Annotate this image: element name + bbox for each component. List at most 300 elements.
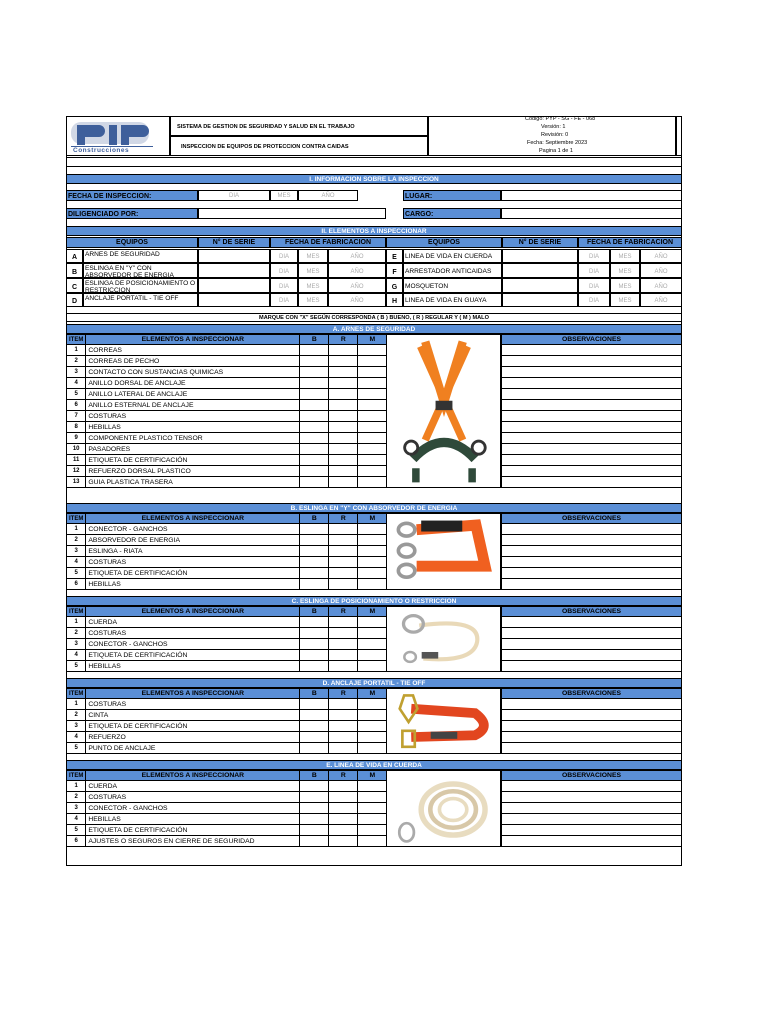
fab-day[interactable]: DIA	[270, 278, 298, 293]
serie-header-left: N° DE SERIE	[198, 237, 270, 248]
table-row	[502, 792, 682, 803]
check-m[interactable]	[358, 535, 387, 546]
observation-field[interactable]	[502, 400, 682, 411]
check-r[interactable]	[329, 433, 358, 444]
positioning-lanyard-image	[386, 606, 501, 672]
check-b[interactable]	[300, 814, 329, 825]
item-name: GUIA PLASTICA TRASERA	[86, 477, 300, 488]
check-m[interactable]	[358, 444, 387, 455]
observation-field[interactable]	[502, 356, 682, 367]
observation-field[interactable]	[502, 579, 682, 590]
equip-name: MOSQUETON	[403, 278, 502, 293]
check-m[interactable]	[358, 639, 387, 650]
check-b[interactable]	[300, 781, 329, 792]
place-field[interactable]	[501, 190, 682, 201]
check-r[interactable]	[329, 781, 358, 792]
table-row	[502, 466, 682, 477]
table-row	[502, 546, 682, 557]
equip-letter: H	[386, 293, 403, 307]
rope-lifeline-image	[386, 770, 501, 847]
fab-year[interactable]: AÑO	[640, 278, 682, 293]
check-b[interactable]	[300, 721, 329, 732]
check-m[interactable]	[358, 650, 387, 661]
equip-letter: B	[66, 263, 83, 278]
item-name: CORREAS DE PECHO	[86, 356, 300, 367]
check-r[interactable]	[329, 579, 358, 590]
check-r[interactable]	[329, 535, 358, 546]
item-name: HEBILLAS	[86, 661, 300, 672]
equip-name: ARNES DE SEGURIDAD	[83, 249, 198, 263]
observation-field[interactable]	[502, 367, 682, 378]
table-row	[502, 411, 682, 422]
fab-day[interactable]: DIA	[578, 263, 610, 278]
elements-header: ELEMENTOS A INSPECCIONAR	[86, 607, 300, 617]
observations-table	[501, 770, 682, 847]
check-r[interactable]	[329, 699, 358, 710]
table-row	[67, 579, 387, 590]
check-b[interactable]	[300, 378, 329, 389]
check-r[interactable]	[329, 814, 358, 825]
check-b[interactable]	[300, 650, 329, 661]
table-row	[502, 639, 682, 650]
check-b[interactable]	[300, 535, 329, 546]
observation-field[interactable]	[502, 535, 682, 546]
check-m[interactable]	[358, 433, 387, 444]
check-b[interactable]	[300, 546, 329, 557]
check-b[interactable]	[300, 803, 329, 814]
check-b[interactable]	[300, 710, 329, 721]
fecha-header-left: FECHA DE FABRICACION	[270, 237, 386, 248]
table-row	[67, 732, 387, 743]
observations-table	[501, 334, 682, 488]
positioning-lanyard-icon	[389, 609, 499, 676]
check-r[interactable]	[329, 466, 358, 477]
check-m[interactable]	[358, 367, 387, 378]
item-name: PASADORES	[86, 444, 300, 455]
check-m[interactable]	[358, 579, 387, 590]
equip-letter: C	[66, 278, 83, 293]
filled-by-field[interactable]	[198, 208, 386, 219]
fab-day[interactable]: DIA	[578, 293, 610, 307]
observation-field[interactable]	[502, 781, 682, 792]
item-name: ANILLO ESTERNAL DE ANCLAJE	[86, 400, 300, 411]
check-m[interactable]	[358, 411, 387, 422]
check-m[interactable]	[358, 710, 387, 721]
check-r[interactable]	[329, 710, 358, 721]
check-r[interactable]	[329, 356, 358, 367]
fab-month[interactable]: MES	[298, 293, 328, 307]
check-r[interactable]	[329, 792, 358, 803]
check-m[interactable]	[358, 422, 387, 433]
observation-field[interactable]	[502, 721, 682, 732]
check-b[interactable]	[300, 792, 329, 803]
fab-year[interactable]: AÑO	[640, 293, 682, 307]
table-row	[502, 378, 682, 389]
check-m[interactable]	[358, 792, 387, 803]
check-m[interactable]	[358, 732, 387, 743]
check-b[interactable]	[300, 477, 329, 488]
check-r[interactable]	[329, 345, 358, 356]
doc-code: Codigo: PYP - SG - FE - 068	[525, 116, 596, 122]
table-row	[67, 639, 387, 650]
observation-field[interactable]	[502, 389, 682, 400]
check-b[interactable]	[300, 433, 329, 444]
serie-field[interactable]	[198, 278, 270, 293]
check-b[interactable]	[300, 568, 329, 579]
table-row	[502, 422, 682, 433]
company-name: Construcciones	[73, 147, 130, 154]
item-name: REFUERZO	[86, 732, 300, 743]
check-m[interactable]	[358, 617, 387, 628]
fab-month[interactable]: MES	[298, 278, 328, 293]
check-r[interactable]	[329, 557, 358, 568]
observation-field[interactable]	[502, 814, 682, 825]
check-m[interactable]	[358, 661, 387, 672]
check-r[interactable]	[329, 617, 358, 628]
observations-table	[501, 513, 682, 590]
check-m[interactable]	[358, 546, 387, 557]
serie-field[interactable]	[198, 249, 270, 263]
check-m[interactable]	[358, 803, 387, 814]
observation-field[interactable]	[502, 661, 682, 672]
fab-day[interactable]: DIA	[578, 249, 610, 263]
observation-field[interactable]	[502, 825, 682, 836]
observation-field[interactable]	[502, 650, 682, 661]
table-row	[67, 792, 387, 803]
observation-field[interactable]	[502, 617, 682, 628]
item-number: 1	[67, 345, 86, 356]
check-m[interactable]	[358, 400, 387, 411]
table-header-row	[67, 607, 387, 617]
check-r[interactable]	[329, 378, 358, 389]
observation-field[interactable]	[502, 699, 682, 710]
table-header-row	[67, 514, 387, 524]
serie-field[interactable]	[198, 263, 270, 278]
item-name: COSTURAS	[86, 699, 300, 710]
check-b[interactable]	[300, 639, 329, 650]
fab-day[interactable]: DIA	[270, 263, 298, 278]
inspection-table	[66, 770, 387, 847]
check-b[interactable]	[300, 825, 329, 836]
observation-field[interactable]	[502, 345, 682, 356]
fab-year[interactable]: AÑO	[640, 263, 682, 278]
equip-name: LINEA DE VIDA EN GUAYA	[403, 293, 502, 307]
table-row	[502, 743, 682, 754]
check-m[interactable]	[358, 568, 387, 579]
fab-month[interactable]: MES	[298, 263, 328, 278]
serie-field[interactable]	[502, 278, 578, 293]
check-b[interactable]	[300, 367, 329, 378]
check-b[interactable]	[300, 422, 329, 433]
item-header: ITEM	[67, 335, 86, 345]
table-row	[502, 568, 682, 579]
item-number: 10	[67, 444, 86, 455]
role-field[interactable]	[501, 208, 682, 219]
r-header: R	[329, 689, 358, 699]
observation-field[interactable]	[502, 433, 682, 444]
observation-field[interactable]	[502, 444, 682, 455]
elements-header: ELEMENTOS A INSPECCIONAR	[86, 335, 300, 345]
item-number: 1	[67, 617, 86, 628]
check-r[interactable]	[329, 743, 358, 754]
check-b[interactable]	[300, 389, 329, 400]
rope-lifeline-icon	[389, 773, 499, 851]
equip-name: ESLINGA DE POSICIONAMIENTO O RESTRICCION	[83, 278, 198, 293]
item-number: 4	[67, 557, 86, 568]
table-row	[67, 477, 387, 488]
observation-field[interactable]	[502, 710, 682, 721]
item-name: ETIQUETA DE CERTIFICACIÓN	[86, 455, 300, 466]
check-b[interactable]	[300, 661, 329, 672]
system-title: SISTEMA DE GESTION DE SEGURIDAD Y SALUD EN EL TRABAJO	[170, 116, 428, 136]
fab-year[interactable]: AÑO	[328, 263, 386, 278]
table-row	[67, 710, 387, 721]
check-m[interactable]	[358, 477, 387, 488]
form-title: INSPECCION DE EQUIPOS DE PROTECCION CONTRA CAIDAS	[170, 136, 428, 156]
fab-month[interactable]: MES	[610, 263, 640, 278]
table-row	[67, 721, 387, 732]
observation-field[interactable]	[502, 411, 682, 422]
observation-field[interactable]	[502, 732, 682, 743]
check-m[interactable]	[358, 814, 387, 825]
observation-field[interactable]	[502, 557, 682, 568]
fab-month[interactable]: MES	[610, 249, 640, 263]
observation-field[interactable]	[502, 378, 682, 389]
table-row	[502, 721, 682, 732]
fab-year[interactable]: AÑO	[328, 293, 386, 307]
equip-letter: E	[386, 249, 403, 263]
fab-month[interactable]: MES	[298, 249, 328, 263]
check-r[interactable]	[329, 732, 358, 743]
item-name: COSTURAS	[86, 557, 300, 568]
check-r[interactable]	[329, 661, 358, 672]
check-r[interactable]	[329, 444, 358, 455]
check-m[interactable]	[358, 628, 387, 639]
elements-header: ELEMENTOS A INSPECCIONAR	[86, 689, 300, 699]
equipos-header-right: EQUIPOS	[386, 237, 502, 248]
table-row	[67, 743, 387, 754]
fab-day[interactable]: DIA	[578, 278, 610, 293]
item-name: CORREAS	[86, 345, 300, 356]
check-m[interactable]	[358, 836, 387, 847]
check-r[interactable]	[329, 455, 358, 466]
item-number: 13	[67, 477, 86, 488]
observation-field[interactable]	[502, 524, 682, 535]
inspection-table	[66, 513, 387, 590]
doc-meta-box	[428, 116, 676, 156]
date-month-field[interactable]: MES	[270, 190, 298, 201]
check-b[interactable]	[300, 400, 329, 411]
table-row	[67, 433, 387, 444]
table-row	[502, 836, 682, 847]
equip-name: ANCLAJE PORTATIL - TIE OFF	[83, 293, 198, 307]
check-m[interactable]	[358, 825, 387, 836]
item-number: 4	[67, 732, 86, 743]
table-row	[502, 444, 682, 455]
check-r[interactable]	[329, 836, 358, 847]
item-header: ITEM	[67, 514, 86, 524]
item-number: 2	[67, 535, 86, 546]
doc-version: Versión: 1	[541, 124, 566, 130]
table-row	[502, 356, 682, 367]
check-r[interactable]	[329, 568, 358, 579]
observation-field[interactable]	[502, 546, 682, 557]
equip-letter: D	[66, 293, 83, 307]
table-row	[67, 367, 387, 378]
check-b[interactable]	[300, 455, 329, 466]
check-r[interactable]	[329, 422, 358, 433]
item-number: 5	[67, 825, 86, 836]
table-row	[67, 661, 387, 672]
check-r[interactable]	[329, 803, 358, 814]
marking-instructions: MARQUE CON "X" SEGÚN CORRESPONDA ( B ) BUENO, ( R ) REGULAR Y ( M ) MALO	[66, 313, 682, 322]
item-number: 1	[67, 781, 86, 792]
table-row	[67, 568, 387, 579]
observation-field[interactable]	[502, 792, 682, 803]
check-r[interactable]	[329, 639, 358, 650]
check-m[interactable]	[358, 378, 387, 389]
fab-month[interactable]: MES	[610, 278, 640, 293]
check-m[interactable]	[358, 781, 387, 792]
item-name: CUERDA	[86, 781, 300, 792]
check-b[interactable]	[300, 617, 329, 628]
check-m[interactable]	[358, 743, 387, 754]
check-m[interactable]	[358, 356, 387, 367]
check-m[interactable]	[358, 455, 387, 466]
item-name: ETIQUETA DE CERTIFICACIÓN	[86, 568, 300, 579]
fab-year[interactable]: AÑO	[640, 249, 682, 263]
check-m[interactable]	[358, 345, 387, 356]
check-m[interactable]	[358, 721, 387, 732]
check-b[interactable]	[300, 411, 329, 422]
check-m[interactable]	[358, 466, 387, 477]
r-header: R	[329, 514, 358, 524]
serie-field[interactable]	[502, 293, 578, 307]
observation-field[interactable]	[502, 422, 682, 433]
item-header: ITEM	[67, 689, 86, 699]
group-title: C. ESLINGA DE POSICIONAMIENTO O RESTRICCION	[66, 596, 682, 606]
table-row	[502, 825, 682, 836]
date-day-field[interactable]: DIA	[198, 190, 270, 201]
check-b[interactable]	[300, 524, 329, 535]
table-row	[502, 557, 682, 568]
check-m[interactable]	[358, 699, 387, 710]
table-row	[67, 400, 387, 411]
item-number: 11	[67, 455, 86, 466]
fab-year[interactable]: AÑO	[328, 249, 386, 263]
check-b[interactable]	[300, 743, 329, 754]
serie-field[interactable]	[502, 263, 578, 278]
table-row	[67, 444, 387, 455]
item-name: ETIQUETA DE CERTIFICACIÓN	[86, 721, 300, 732]
fab-year[interactable]: AÑO	[328, 278, 386, 293]
serie-field[interactable]	[198, 293, 270, 307]
check-b[interactable]	[300, 345, 329, 356]
check-r[interactable]	[329, 721, 358, 732]
item-name: ABSORVEDOR DE ENERGIA	[86, 535, 300, 546]
doc-page: Pagina 1 de 1	[539, 148, 573, 154]
check-r[interactable]	[329, 628, 358, 639]
fecha-header-right: FECHA DE FABRICACION	[578, 237, 682, 248]
date-year-field[interactable]: AÑO	[298, 190, 358, 201]
table-row	[502, 732, 682, 743]
check-r[interactable]	[329, 650, 358, 661]
table-row	[67, 411, 387, 422]
observation-field[interactable]	[502, 803, 682, 814]
table-row	[502, 455, 682, 466]
item-name: ANILLO DORSAL DE ANCLAJE	[86, 378, 300, 389]
check-m[interactable]	[358, 557, 387, 568]
observation-field[interactable]	[502, 466, 682, 477]
table-row	[502, 650, 682, 661]
check-r[interactable]	[329, 546, 358, 557]
table-row	[67, 617, 387, 628]
observations-header: OBSERVACIONES	[502, 607, 682, 617]
check-r[interactable]	[329, 389, 358, 400]
item-number: 5	[67, 743, 86, 754]
logo-cell	[66, 116, 170, 156]
doc-revision: Revisión: 0	[541, 132, 569, 138]
check-r[interactable]	[329, 367, 358, 378]
observation-field[interactable]	[502, 455, 682, 466]
check-r[interactable]	[329, 411, 358, 422]
table-row	[67, 535, 387, 546]
item-name: PUNTO DE ANCLAJE	[86, 743, 300, 754]
check-b[interactable]	[300, 836, 329, 847]
check-r[interactable]	[329, 825, 358, 836]
item-name: CONECTOR - GANCHOS	[86, 524, 300, 535]
item-number: 12	[67, 466, 86, 477]
check-b[interactable]	[300, 356, 329, 367]
check-b[interactable]	[300, 444, 329, 455]
table-row	[502, 661, 682, 672]
item-name: ETIQUETA DE CERTIFICACIÓN	[86, 650, 300, 661]
table-row	[502, 345, 682, 356]
check-b[interactable]	[300, 699, 329, 710]
section-elements-title: II. ELEMENTOS A INSPECCIONAR	[66, 226, 682, 236]
table-header-row	[67, 689, 387, 699]
check-m[interactable]	[358, 389, 387, 400]
observation-field[interactable]	[502, 477, 682, 488]
fab-day[interactable]: DIA	[270, 293, 298, 307]
spacer-row	[66, 157, 682, 167]
check-r[interactable]	[329, 524, 358, 535]
observation-field[interactable]	[502, 639, 682, 650]
fab-day[interactable]: DIA	[270, 249, 298, 263]
table-row	[67, 455, 387, 466]
check-r[interactable]	[329, 477, 358, 488]
check-b[interactable]	[300, 557, 329, 568]
serie-field[interactable]	[502, 249, 578, 263]
check-b[interactable]	[300, 628, 329, 639]
table-row	[67, 699, 387, 710]
check-b[interactable]	[300, 466, 329, 477]
doc-date: Fecha: Septiembre 2023	[527, 140, 588, 146]
check-r[interactable]	[329, 400, 358, 411]
item-number: 2	[67, 710, 86, 721]
table-row	[67, 825, 387, 836]
observation-field[interactable]	[502, 836, 682, 847]
observation-field[interactable]	[502, 628, 682, 639]
check-b[interactable]	[300, 732, 329, 743]
fab-month[interactable]: MES	[610, 293, 640, 307]
check-m[interactable]	[358, 524, 387, 535]
check-b[interactable]	[300, 579, 329, 590]
observation-field[interactable]	[502, 743, 682, 754]
m-header: M	[358, 607, 387, 617]
item-number: 3	[67, 803, 86, 814]
observation-field[interactable]	[502, 568, 682, 579]
